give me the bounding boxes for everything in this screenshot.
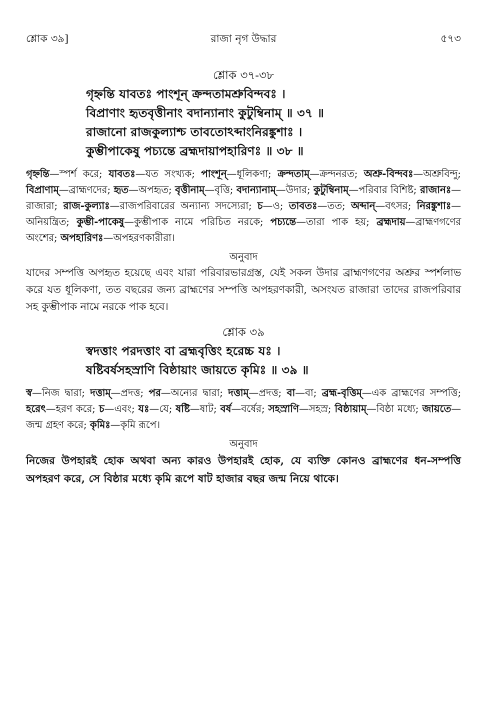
gloss-term: ব্রহ্ম-বৃত্তিম্ (321, 388, 362, 399)
word-by-word (26, 167, 461, 247)
gloss-term: বা (286, 388, 296, 399)
gloss-meaning: —বর্ষের; (231, 404, 269, 415)
gloss-term: পর (148, 388, 161, 399)
gloss-term: কুম্ভী-পাকেষু (76, 217, 125, 228)
gloss-term: নিরঙ্কুশাঃ (416, 201, 452, 212)
verse-line: গৃহ্নন্তি যাবতঃ পাংশূন্ ক্রন্দতামশ্রুবিন্দবঃ । (86, 87, 286, 101)
gloss-meaning: —ও; (262, 201, 289, 212)
gloss-term: বর্ষ (220, 404, 232, 415)
gloss-meaning: —এবং; (104, 404, 139, 415)
gloss-meaning: —যত সংখ্যক; (135, 169, 202, 180)
gloss-meaning: —বিষ্ঠা মধ্যে; (366, 404, 423, 415)
translation-heading: অনুবাদ (229, 252, 258, 263)
header-verse-ref: শ্লোক ৩৯] (26, 33, 69, 45)
gloss-term: বৃত্তীনাম্ (175, 185, 205, 196)
verse-block (26, 342, 461, 380)
gloss-term: কৃমিঃ (89, 420, 111, 431)
gloss-term: হরেৎ (26, 404, 46, 415)
translation-text: যাদের সম্পত্তি অপহৃত হয়েছে এবং যারা পরিবারভারগ্রস্ত, যেই সকল উদার ব্রাহ্মণগণের অশ্রুর স্পর্শলাভ করে যত ধূলিকণা, তত বছরের জন্য ব্রাহ্মণের সম্পত্তি অপহরণকারী, অসংযত রাজারা তাদের রাজপরিবার সহ কুম্ভীপাক নামে নরকে পাক হবে। (26, 267, 461, 313)
gloss-meaning: —অপহৃত; (128, 185, 176, 196)
gloss-term: অব্দান্ (350, 201, 376, 212)
gloss-meaning: —স্পর্শ করে; (49, 169, 109, 180)
gloss-term: পচ্যন্তে (270, 217, 297, 228)
gloss-meaning: —অপহরণকারীরা। (103, 233, 175, 244)
gloss-term: ক্রন্দতাম্ (277, 169, 310, 180)
gloss-term: চ (98, 404, 105, 415)
gloss-meaning: —ব্রাহ্মণদের; (58, 185, 114, 196)
translation-text: নিজের উপহারই হোক অথবা অন্য কারও উপহারই হোক, যে ব্যক্তি কোনও ব্রাহ্মণের ধন-সম্পত্তি অপহরণ করে, সে বিষ্ঠার মধ্যে কৃমি রূপে ষাট হাজার বছর জন্ম নিয়ে থাকে। (26, 455, 461, 485)
gloss-meaning: —বৎসর; (375, 201, 417, 212)
page-number: ৫৭৩ (440, 33, 461, 45)
gloss-term: সহস্রাণি (268, 404, 299, 415)
gloss-term: ব্রহ্মদায় (376, 217, 406, 228)
gloss-meaning: —উদার; (275, 185, 314, 196)
page-content (26, 67, 461, 488)
gloss-term: দত্তাম্ (90, 388, 111, 399)
gloss-meaning: —এক ব্রাহ্মণের সম্পত্তি; (361, 388, 462, 399)
gloss-meaning: —অশ্রুবিন্দু; (413, 169, 461, 180)
gloss-meaning: —প্রদত্ত; (110, 388, 149, 399)
gloss-meaning: —রাজারা; (26, 185, 461, 212)
gloss-term: স্ব (26, 388, 33, 399)
gloss-meaning: —তত; (317, 201, 351, 212)
gloss-meaning: —ক্রন্দনরত; (309, 169, 364, 180)
verse-heading: শ্লোক ৩৭-৩৮ (213, 68, 274, 82)
gloss-term: চ (257, 201, 263, 212)
verse-line: বিপ্রাণাং হৃতবৃত্তীনাং বদান্যানাং কুটুম্বিনাম্ ॥ ৩৭ ॥ (86, 106, 324, 120)
gloss-term: বদান্যানাম্ (236, 185, 276, 196)
gloss-meaning: —ষাট; (189, 404, 221, 415)
gloss-term: বিষ্ঠায়াম্ (334, 404, 367, 415)
gloss-meaning: —পরিবার বিশিষ্ট; (348, 185, 420, 196)
gloss-term: অশ্রু-বিন্দবঃ (363, 169, 414, 180)
gloss-meaning: —হরণ করে; (45, 404, 99, 415)
gloss-term: হৃত (113, 185, 129, 196)
gloss-meaning: —তারা পাক হয়; (296, 217, 377, 228)
gloss-term: বিপ্রাণাম্ (26, 185, 59, 196)
gloss-term: রাজানঃ (419, 185, 452, 196)
gloss-meaning: —জন্ম গ্রহণ করে; (26, 404, 461, 431)
gloss-meaning: —ব্রাহ্মণগণের অংশের; (26, 217, 462, 244)
translation-heading: অনুবাদ (229, 439, 258, 450)
gloss-meaning: —কৃমি রূপে। (110, 420, 161, 431)
verse-heading: শ্লোক ৩৯ (222, 325, 265, 339)
gloss-meaning: —সহস্র; (298, 404, 335, 415)
gloss-term: রাজ-কুল্যাঃ (63, 201, 110, 212)
header-chapter-title: রাজা নৃগ উদ্ধার (210, 33, 277, 45)
gloss-term: তাবতঃ (288, 201, 318, 212)
gloss-meaning: —অনিয়ন্ত্রিত; (26, 201, 461, 228)
gloss-meaning: —রাজপরিবারের অন্যান্য সদস্যেরা; (109, 201, 258, 212)
gloss-term: অপহারিণঃ (60, 233, 104, 244)
gloss-meaning: —প্রদত্ত; (248, 388, 287, 399)
gloss-meaning: —নিজ দ্বারা; (32, 388, 91, 399)
gloss-term: কুটুম্বিনাম্ (313, 185, 349, 196)
running-header (26, 32, 461, 48)
gloss-term: গৃহ্নন্তি (26, 169, 50, 180)
gloss-meaning: —বা; (295, 388, 322, 399)
gloss-term: ষষ্টি (175, 404, 190, 415)
verse-line: স্বদত্তাং পরদত্তাং বা ব্রহ্মবৃত্তিং হরেচ্চ যঃ । (86, 344, 281, 358)
verse-block (26, 85, 461, 161)
gloss-term: দত্তাম্ (228, 388, 249, 399)
word-by-word (26, 386, 461, 434)
gloss-term: যাবতঃ (108, 169, 136, 180)
verse-line: ষষ্টিবর্ষসহস্রাণি বিষ্ঠায়াং জায়তে কৃমিঃ ॥ ৩৯ ॥ (86, 363, 309, 377)
gloss-meaning: —ধূলিকণা; (226, 169, 278, 180)
verse-line: কুম্ভীপাকেষু পচ্যন্তে ব্রহ্মদায়াপহারিণঃ ॥ ৩৮ ॥ (86, 144, 304, 158)
gloss-meaning: —যে; (149, 404, 176, 415)
gloss-term: পাংশূন্ (201, 169, 227, 180)
verse-line: রাজানো রাজকুল্যাশ্চ তাবতোঽব্দাংনিরঙ্কুশাঃ । (86, 125, 303, 139)
gloss-meaning: —বৃত্তি; (204, 185, 237, 196)
gloss-term: জায়তে (422, 404, 452, 415)
gloss-meaning: —অন্যের দ্বারা; (160, 388, 229, 399)
gloss-meaning: —কুম্ভীপাক নামে পরিচিত নরকে; (124, 217, 271, 228)
gloss-term: যঃ (138, 404, 150, 415)
